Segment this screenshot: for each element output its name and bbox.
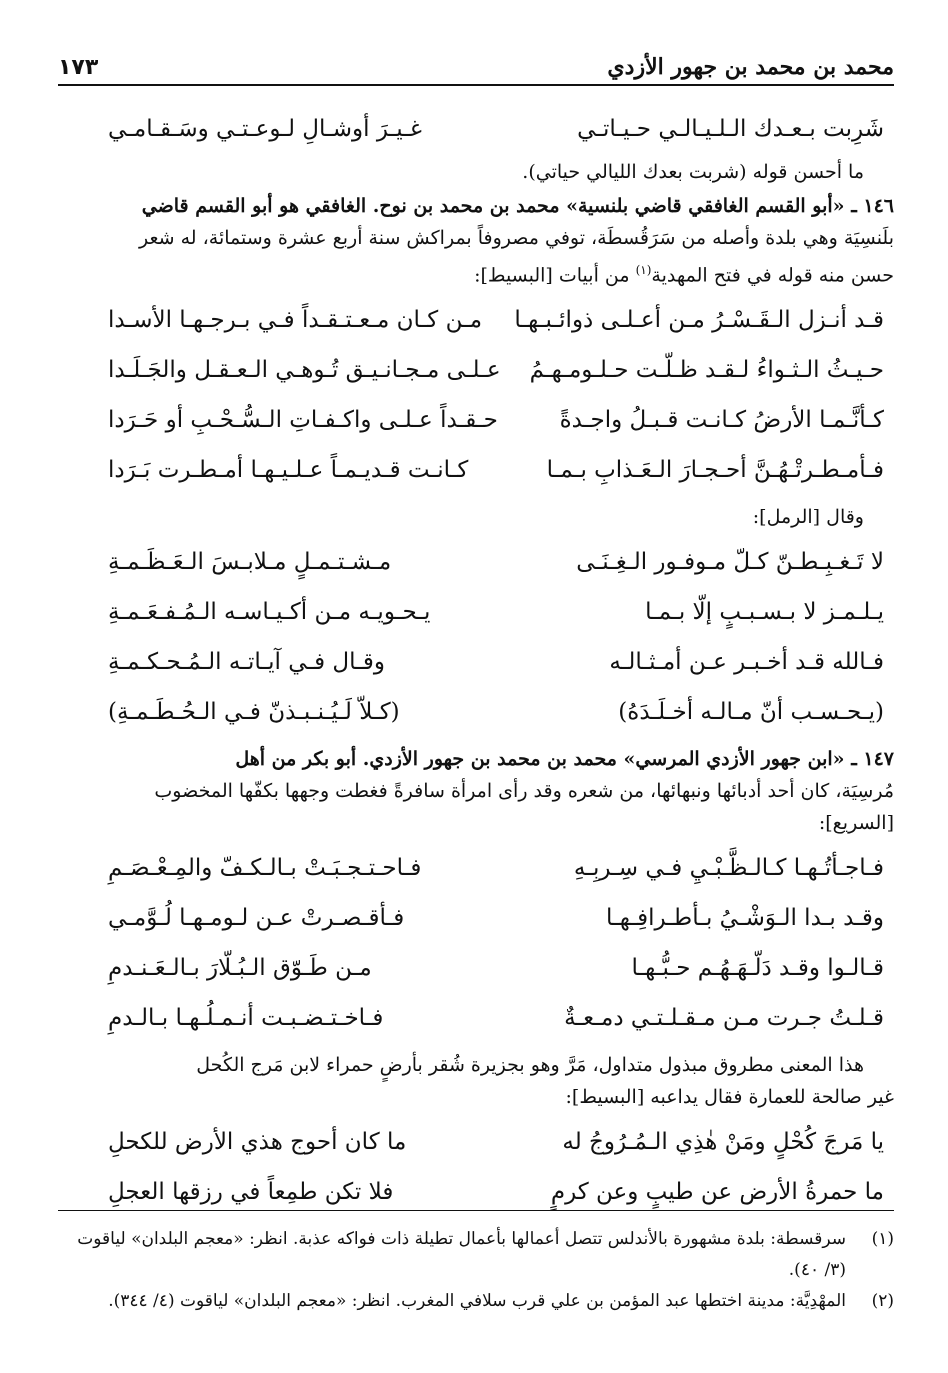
page-header <box>58 28 894 86</box>
verse-first-hemistich: فـأمـطـرتْـهُـنَّ أحـجـارَ الـعَـذابِ بـمـا <box>546 457 884 484</box>
verse-first-hemistich: (يـحـسـب أنّ مـالـه أخـلَـدَهُ) <box>618 699 884 726</box>
verse-first-hemistich: كـأنَّـمـا الأرضُ كـانـت قـبـلُ واجـدةً <box>559 407 884 434</box>
entry-147-title: «ابن جهور الأزدي المرسي» محمد بن محمد بن جهور الأزدي. <box>362 748 845 771</box>
page-number: ١٧٣ <box>58 55 99 80</box>
verse-first-hemistich: قـلـتُ جـرت مـن مـقـلـتـي دمـعـةٌ <box>564 1005 884 1032</box>
running-title: محمد بن محمد بن جهور الأزدي <box>607 54 894 80</box>
verse-first-hemistich: قـالـوا وقـد دَلّـهَـهُـم حـبُّـهـا <box>631 955 884 982</box>
verse-second-hemistich: فلا تكن طمِعاً في رزقها العجلِ <box>108 1179 394 1206</box>
entry-147-line: مُرسِيَة، كان أحد أدبائها ونبهائها، من شعره وقد رأى امرأة سافرةً فغطت وجهها بكفّها المخضوب <box>154 780 894 803</box>
poem-147 <box>58 843 894 1043</box>
verse-second-hemistich: فـاحـتـجـبَـتْ بـالـكـفّ والمِـعْـصَـمِ <box>108 855 422 882</box>
verse-first-hemistich: ما حمرةُ الأرض عن طيبٍ وعن كرمٍ <box>550 1179 884 1206</box>
page-body <box>58 86 894 1217</box>
verse-first-hemistich: حـيـثُ الـثـواءُ لـقـد ظـلّـت حـلـومـهـمُ <box>529 357 884 384</box>
footnote-text: المهْدِيَّة: مدينة اختطها عبد المؤمن بن علي قرب سلافي المغرب. انظر: «معجم البلدان» لياقوت (٤/ ٣٤٤). <box>108 1291 846 1311</box>
verse-line <box>58 843 894 893</box>
verse-line <box>58 295 894 345</box>
entry-146-number: ١٤٦ ـ <box>851 195 894 217</box>
meter-label: وقال [الرمل]: <box>752 506 864 529</box>
verse-second-hemistich: فـاخـتـضـبـت أنـمـلُـهـا بـالـدمِ <box>108 1005 384 1032</box>
verse-second-hemistich: وقـال فـي آيـاتـه الـمُـحـكـمـةِ <box>108 649 385 676</box>
verse-first-hemistich: فـالله قـد أخـبـر عـن أمـثـالـه <box>609 649 884 676</box>
verse-second-hemistich: حـقـداً عـلـى واكـفـاتِ الـسُّـحْـبِ أو حَـرَدا <box>108 407 498 434</box>
verse-line <box>58 587 894 637</box>
verse-line <box>58 993 894 1043</box>
verse-second-hemistich: مـن كـان مـعـتـقـداً فـي بـرجـهـا الأسـدا <box>108 307 483 334</box>
entry-146-line <box>58 254 894 291</box>
footnote-number: (١) <box>871 1229 894 1249</box>
verse-line <box>58 445 894 495</box>
footnote-number: (٢) <box>871 1291 894 1311</box>
comment-paragraph: هذا المعنى مطروق مبذول متداول، مَرَّ وهو بجزيرة شُقر بأرضٍ حمراء لابن مَرج الكُحل <box>196 1054 864 1077</box>
verse-second-hemistich: فـأقـصـرتْ عـن لـومـهـا لُـوَّمـي <box>108 905 405 932</box>
entry-147-number: ١٤٧ ـ <box>851 748 894 771</box>
verse-line <box>58 537 894 587</box>
poem-146 <box>58 295 894 495</box>
entry-146-title: «أبو القسم الغافقي قاضي بلنسية» محمد بن محمد بن نوح. الغافقي هو أبو القسم قاضي <box>141 195 845 217</box>
footnote-text: سرقسطة: بلدة مشهورة بالأندلس تتصل أعمالها بأعمال تطيلة ذات فواكه عذبة. انظر: «معجم البلدان» لياقوت <box>77 1229 846 1249</box>
verse-line <box>58 893 894 943</box>
footnotes <box>58 1210 894 1317</box>
verse-line <box>58 104 894 154</box>
comment-paragraph: ما أحسن قوله (شربت بعدك الليالي حياتي). <box>522 161 864 183</box>
verse-line <box>58 1117 894 1167</box>
entry-147-kunya: أبو بكر من أهل <box>235 748 363 771</box>
verse-first-hemistich: قـد أنـزل الـقَـسْـرُ مـن أعـلـى ذوائـبـهـا <box>514 307 884 334</box>
verse-line <box>58 943 894 993</box>
verse-line <box>58 345 894 395</box>
verse-first-hemistich: فـاجـأتُـهـا كـالـظَّـبْـيِ فـي سِـربِـهِ <box>573 855 884 882</box>
verse-first-hemistich: يـلـمـز لا بـسـبـبٍ إلّا بـمـا <box>645 599 884 626</box>
entry-147-meter: [السريع]: <box>818 812 894 835</box>
verse-first-hemistich: يا مَرجَ كُحْلٍ ومَنْ هٰذِي الـمُـرُوجُ له <box>562 1129 884 1156</box>
verse-second-hemistich: ما كان أحوج هذي الأرض للكحلِ <box>108 1129 407 1156</box>
page <box>58 28 894 1223</box>
verse-line <box>58 637 894 687</box>
footnote <box>58 1223 894 1255</box>
verse-second-hemistich: مـشـتـمـلٍ مـلابـسَ الـعَـظَـمـةِ <box>108 549 392 576</box>
verse-second-hemistich: عـلـى مـجـانـيـق تُـوهـي الـعـقـل والجَـلَـدا <box>108 357 501 384</box>
verse-second-hemistich: (كـلاّ لَـيُـنـبـذنّ فـي الـحُـطَـمـةِ) <box>108 699 400 726</box>
entry-146-text: حسن منه قوله في فتح المهدية <box>651 264 894 287</box>
entry-146-line: بلَنسِيَة وهي بلدة وأصله من سَرَقُسطَة، توفي مصروفاً بمراكش سنة أربع عشرة وستمائة، له شعر <box>139 227 894 249</box>
footnote <box>58 1285 894 1317</box>
verse-first-hemistich: وقـد بـدا الـوَشْـيُ بـأطـرافِـهـا <box>606 905 884 932</box>
verse-second-hemistich: غـيـرَ أوشـالِ لـوعـتـي وسَـقـامـي <box>108 116 422 142</box>
entry-146-heading <box>58 190 894 222</box>
verse-line <box>58 687 894 737</box>
poem-last <box>58 1117 894 1217</box>
comment-paragraph: غير صالحة للعمارة فقال يداعبه [البسيط]: <box>565 1086 894 1109</box>
entry-146-meter: من أبيات [البسيط]: <box>474 264 636 287</box>
footnote-continuation: (٣/ ٤٠). <box>788 1260 846 1280</box>
verse-line <box>58 395 894 445</box>
entry-147-heading <box>58 743 894 775</box>
poem-ramal <box>58 537 894 737</box>
verse-first-hemistich: لا تَـغـبِـطـنّ كـلّ مـوفـور الـغِـنَـى <box>576 549 884 576</box>
verse-second-hemistich: مـن طَـوّق الـبُـلّارَ بـالـعَـنـدمِ <box>108 955 372 982</box>
verse-first-hemistich: شَرِبت بـعـدك الـلـيـالـي حـيـاتـي <box>577 116 884 142</box>
verse-second-hemistich: يـحـويـه مـن أكـيـاسـه الـمُـفـعَـمـةِ <box>108 599 431 626</box>
footnote-ref[interactable]: (١) <box>635 263 652 277</box>
verse-second-hemistich: كـانـت قـديـمـاً عـلـيـهـا أمـطـرت بَـرَدا <box>108 457 469 484</box>
